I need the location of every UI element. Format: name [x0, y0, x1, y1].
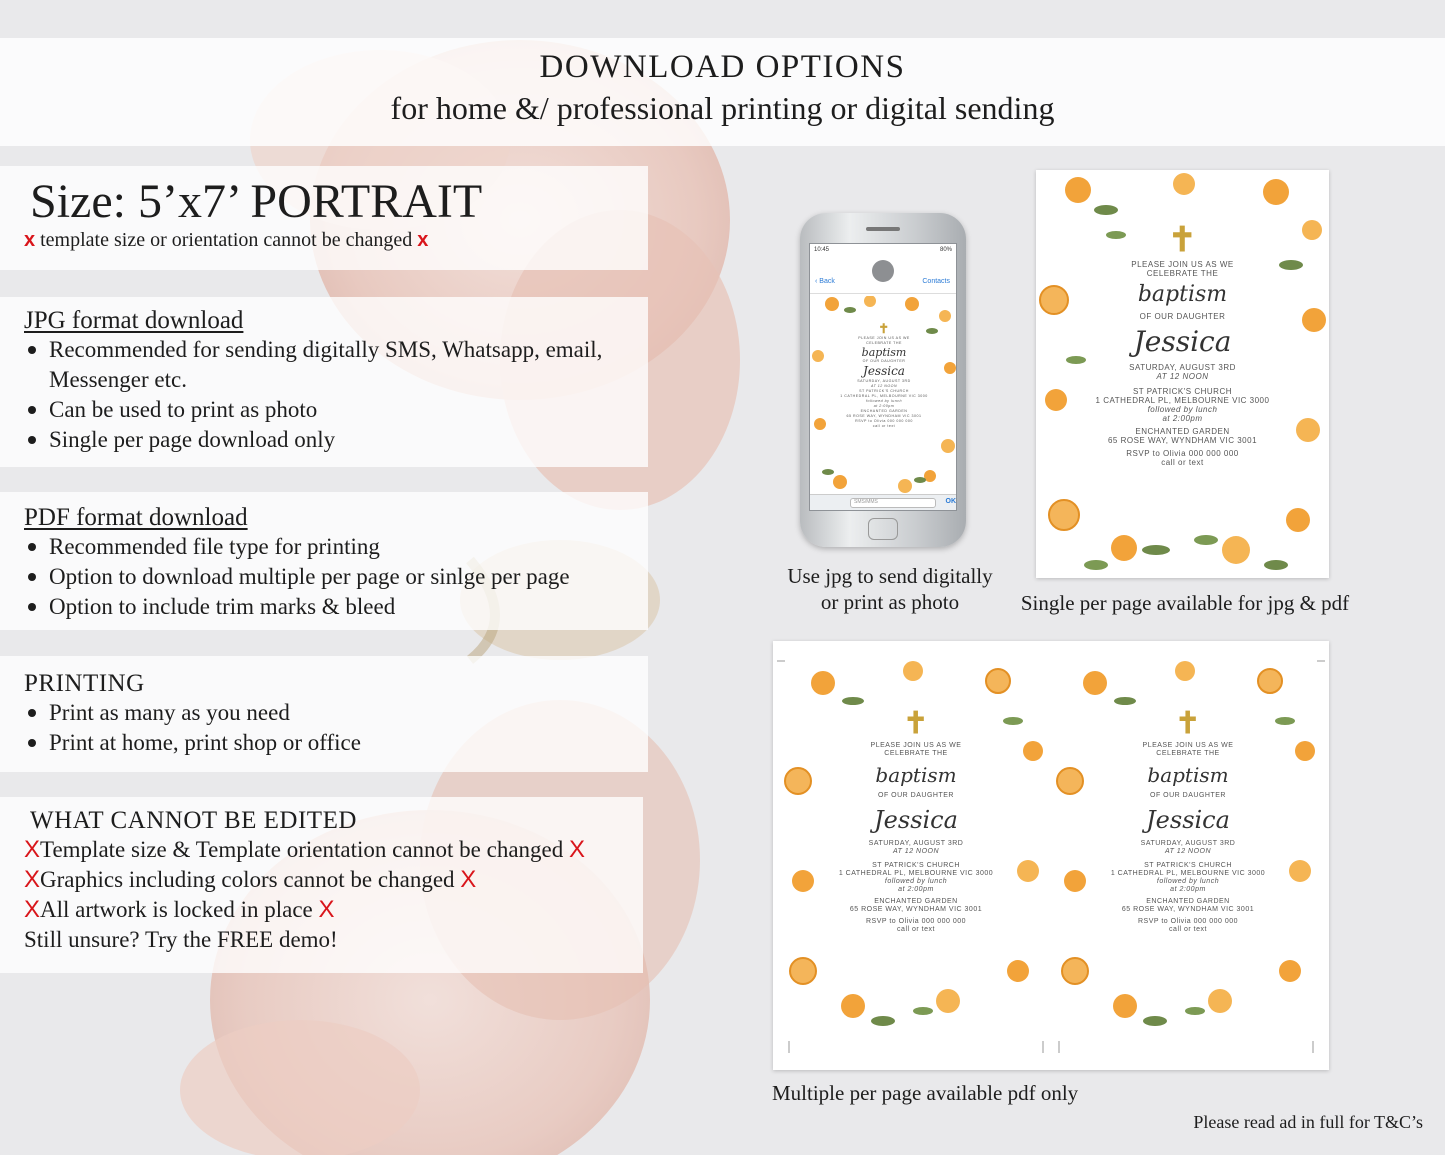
multiple-invitation-text-left: ✝ PLEASE JOIN US AS WE CELEBRATE THE baptism OF OUR DAUGHTER Jessica SATURDAY, AUGUST 3RD AT 12 NOON ST PATRICK'S CHURCH 1 CATHEDRAL PL, MELBOURNE VIC 3000 followed by lunch at 2:00pm ENCHANTED GARDEN 65 ROSE WAY, WYNDHAM VIC 3001 RSVP to Olivia 000 000 000 call or text [838, 707, 994, 933]
demo-line: Still unsure? Try the FREE demo! [24, 927, 338, 952]
bullet-icon [28, 709, 36, 717]
header-banner [0, 38, 1445, 146]
red-x-icon: X [318, 896, 335, 923]
bullet-icon [28, 406, 36, 414]
bullet-icon [28, 739, 36, 747]
phone-mockup [800, 213, 966, 547]
send-button[interactable]: OK [945, 498, 956, 505]
pdf-list [24, 532, 648, 622]
list-item: Messenger etc. [49, 367, 187, 392]
page-title: DOWNLOAD OPTIONS [539, 49, 906, 85]
bullet-icon [28, 346, 36, 354]
multiple-invitation-sheet [773, 641, 1329, 1070]
red-x-icon: x [417, 229, 429, 251]
list-item: Option to download multiple per page or sinlge per page [24, 562, 648, 592]
contact-avatar-icon [872, 260, 894, 282]
cannot-edit-title: WHAT CANNOT BE EDITED [30, 807, 357, 834]
red-x-icon: X [24, 836, 41, 863]
edit-line: XGraphics including colors cannot be changed X [24, 866, 477, 893]
edit-line: XTemplate size & Template orientation cannot be changed X [24, 836, 586, 863]
phone-screen [809, 243, 957, 511]
list-item: Single per page download only [24, 425, 648, 455]
size-title: Size: 5’x7’ PORTRAIT [30, 175, 483, 228]
jpg-list [24, 335, 648, 455]
list-item: Can be used to print as photo [24, 395, 648, 425]
page-subtitle: for home &/ professional printing or digital sending [390, 90, 1055, 126]
edit-line: XAll artwork is locked in place X [24, 896, 335, 923]
multiple-invitation-text-right: ✝ PLEASE JOIN US AS WE CELEBRATE THE baptism OF OUR DAUGHTER Jessica SATURDAY, AUGUST 3RD AT 12 NOON ST PATRICK'S CHURCH 1 CATHEDRAL PL, MELBOURNE VIC 3000 followed by lunch at 2:00pm ENCHANTED GARDEN 65 ROSE WAY, WYNDHAM VIC 3001 RSVP to Olivia 000 000 000 call or text [1110, 707, 1266, 933]
single-invitation-text: ✝ PLEASE JOIN US AS WE CELEBRATE THE baptism OF OUR DAUGHTER Jessica SATURDAY, AUGUST 3RD AT 12 NOON ST PATRICK'S CHURCH 1 CATHEDRAL PL, MELBOURNE VIC 3000 followed by lunch at 2:00pm ENCHANTED GARDEN 65 ROSE WAY, WYNDHAM VIC 3001 RSVP to Olivia 000 000 000 call or text [1095, 221, 1270, 467]
cannot-edit-panel [0, 797, 643, 973]
bullet-icon [28, 603, 36, 611]
terms-footnote: Please read ad in full for T&C’s [1193, 1112, 1423, 1132]
message-input[interactable]: SMS/MMS [850, 498, 936, 508]
red-x-icon: X [24, 866, 41, 893]
bullet-icon [28, 436, 36, 444]
list-item: Recommended for sending digitally SMS, Whatsapp, email, [24, 335, 648, 365]
size-panel [0, 166, 648, 270]
single-invitation-card [1036, 170, 1329, 578]
status-bar [810, 244, 956, 258]
red-x-icon: X [460, 866, 477, 893]
list-item: Print at home, print shop or office [24, 728, 648, 758]
phone-invitation-text: ✝ PLEASE JOIN US AS WE CELEBRATE THE baptism OF OUR DAUGHTER Jessica SATURDAY, AUGUST 3RD AT 12 NOON ST PATRICK'S CHURCH 1 CATHEDRAL PL, MELBOURNE VIC 3000 followed by lunch at 2:00pm ENCHANTED GARDEN 65 ROSE WAY, WYNDHAM VIC 3001 RSVP to Olivia 000 000 000 call or text [840, 321, 928, 428]
size-note-line [24, 228, 648, 252]
status-time: 10:45 [814, 247, 830, 253]
jpg-panel [0, 297, 648, 467]
messages-navbar [810, 258, 956, 294]
printing-title: PRINTING [24, 670, 145, 697]
status-battery: 80% [939, 247, 952, 253]
single-caption: Single per page available for jpg & pdf [1020, 591, 1350, 615]
back-button[interactable]: ‹ Back [815, 278, 835, 285]
pdf-title: PDF format download [24, 504, 248, 531]
red-x-icon: x [24, 229, 36, 251]
red-x-icon: X [24, 896, 41, 923]
list-item: Option to include trim marks & bleed [24, 592, 648, 622]
phone-caption: Use jpg to send digitally or print as photo [787, 564, 993, 614]
speaker-icon [866, 227, 900, 231]
bullet-icon [28, 573, 36, 581]
list-item: Recommended file type for printing [24, 532, 648, 562]
pdf-panel [0, 492, 648, 630]
contacts-button[interactable]: Contacts [922, 278, 950, 285]
bullet-icon [28, 543, 36, 551]
size-note: template size or orientation cannot be changed [40, 229, 413, 251]
message-input-bar [810, 494, 957, 510]
phone-invitation-card [810, 296, 957, 494]
printing-panel [0, 656, 648, 772]
printing-list [24, 698, 648, 758]
home-button-icon [868, 518, 898, 540]
list-item: Print as many as you need [24, 698, 648, 728]
red-x-icon: X [569, 836, 586, 863]
multiple-caption: Multiple per page available pdf only [772, 1081, 1079, 1105]
jpg-title: JPG format download [24, 307, 244, 334]
